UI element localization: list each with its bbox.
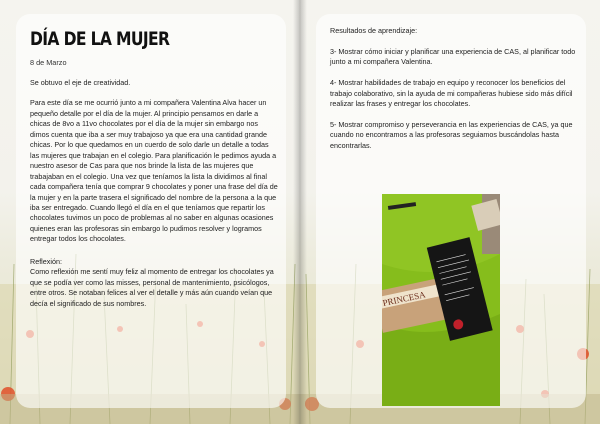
photo-illustration [382, 194, 500, 406]
chocolates-photo [382, 194, 500, 406]
outcomes-heading: Resultados de aprendizaje: [330, 26, 418, 35]
left-page-content [30, 28, 278, 309]
entry-date: 8 de Marzo [30, 58, 67, 67]
intro-paragraph: Se obtuvo el eje de creatividad. [30, 78, 131, 87]
book-spine [293, 0, 307, 424]
outcome-item: 3- Mostrar cómo iniciar y planificar una experiencia de CAS, al planificar todo junto a mi compañera Valentina. [330, 46, 576, 67]
reflection-paragraph: Reflexión: Como reflexión me sentí muy feliz al momento de entregar los chocolates ya que se podía ver como las misses, personal de mantenimiento, psicólogos, entre otros. Se notaban felices al ver el detalle y más aún cuando veían que decía el significado de sus nombres. [30, 256, 274, 308]
body-paragraph: Para este día se me ocurrió junto a mi compañera Valentina Alva hacer un pequeño detalle por el día de la mujer. Al principio pensamos en darle a chicas de 8vo a 11vo chocolates por el día de la mujer sin embargo nos dimos cuenta que iba a ser muy trabajoso ya que era una cantidad grande chicas. Por lo que quedamos en un cuerdo de solo darle un detalle a todas las mujeres que trabajan en el colegio. Para planificación le pedimos ayuda a nuestro asesor de Cas para que nos brinde la lista de las mujeres que trabajaban en el colegio. Una vez que teníamos la lista la dividimos al final cada compañera tenía que comprar 9 chocolates y poner una frase del día de la mujer y en la parte trasera el significado del nombre de la persona a la que iba ser entregado. Cuando llegó el día en el que teníamos que repartir los chocolates tuvimos un poco de problemas al no saber en algunas ocasiones quienes eran las profesoras sin embargo lo pudimos resolver y logramos entregar todos los chocolates. [30, 98, 278, 244]
outcome-item: 4- Mostrar habilidades de trabajo en equipo y reconocer los beneficios del trabajo colaborativo, sin la ayuda de mi compañeras hubiese sido más difícil realizar las frases y entregar los chocolates. [330, 78, 573, 109]
wrapper-brand-text: PRINCESA [382, 289, 427, 309]
outcome-item: 5- Mostrar compromiso y perseverancia en las experiencias de CAS, ya que cuando no encontramos a las profesoras seguiamos buscándolas hasta encontrarlas. [330, 119, 573, 150]
page-title: DÍA DE LA MUJER [30, 28, 170, 50]
right-page-content [330, 26, 580, 151]
